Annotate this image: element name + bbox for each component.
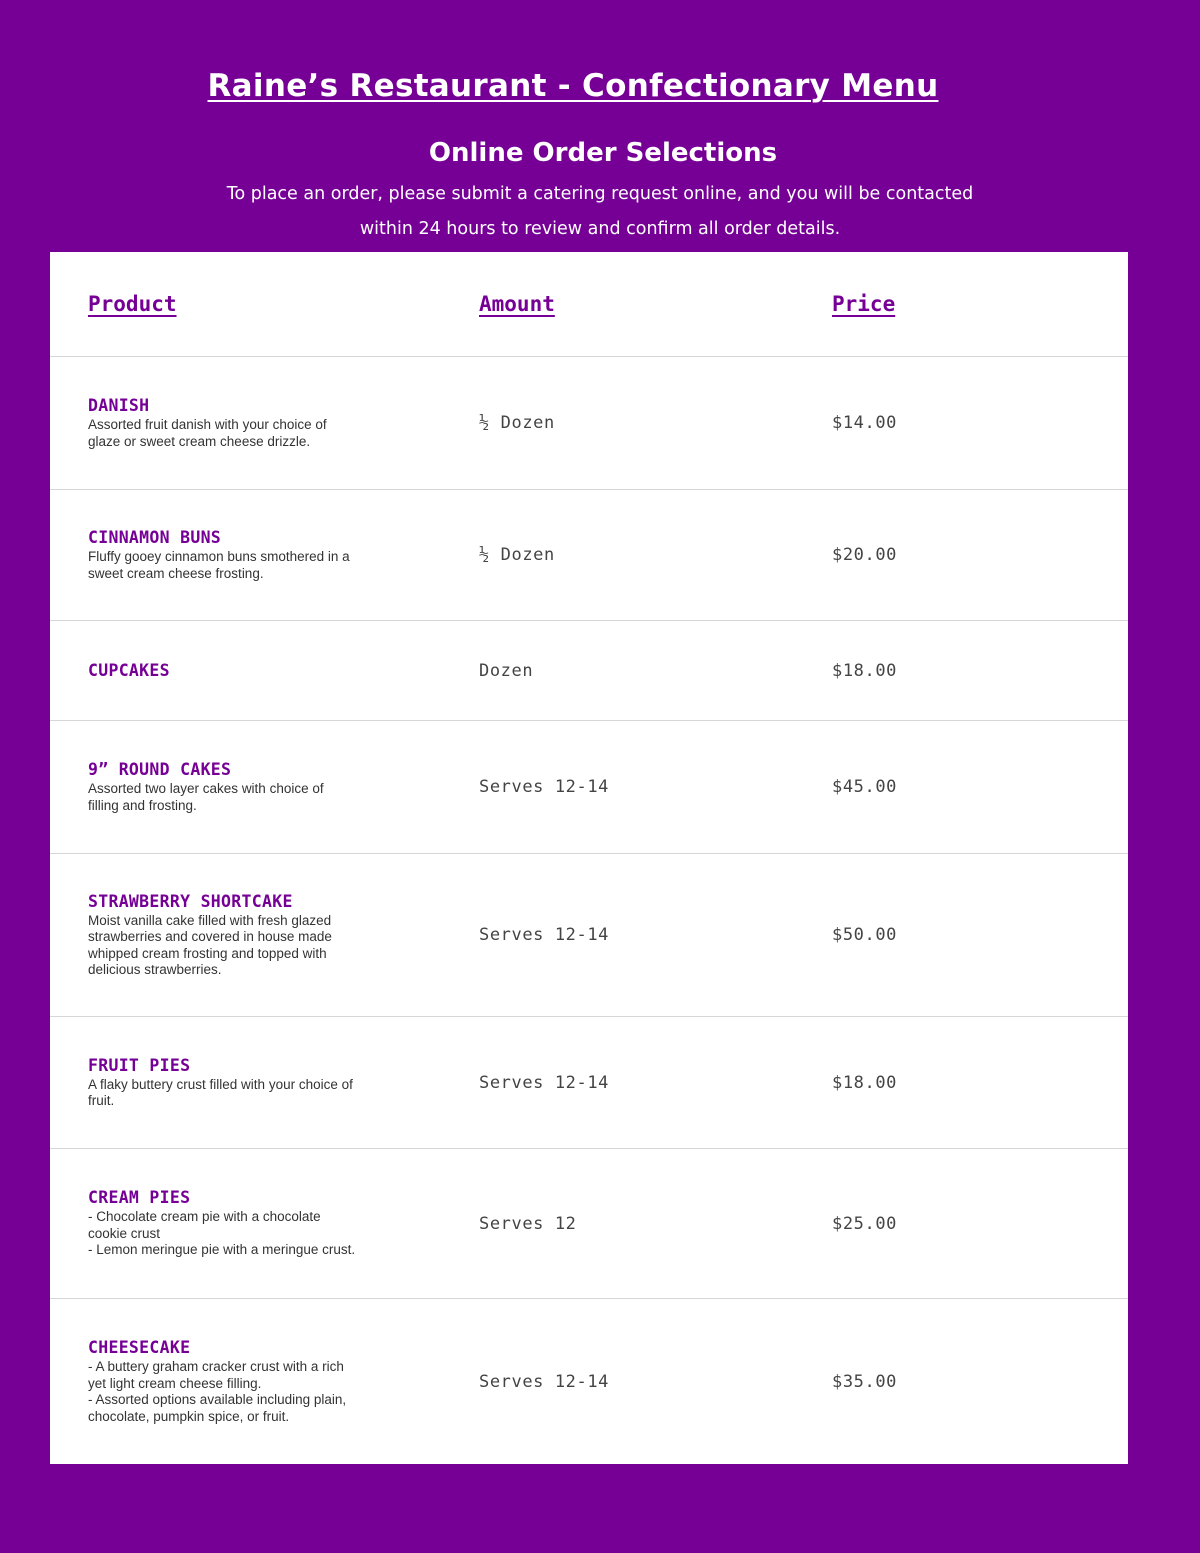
product-description: Moist vanilla cake filled with fresh glazed strawberries and covered in house made whipped cream frosting and topped with delicious strawberries. xyxy=(88,912,332,977)
product-amount: Dozen xyxy=(479,660,534,681)
product-amount: Serves 12-14 xyxy=(479,925,610,945)
menu-header xyxy=(0,0,1200,252)
product-description: - A buttery graham cracker crust with a rich yet light cream cheese filling. - Assorted options available including plain, chocolate, pumpkin spice, or fruit. xyxy=(88,1359,347,1424)
product-price: $50.00 xyxy=(832,925,898,945)
column-header-price: Price xyxy=(832,292,896,316)
order-instructions xyxy=(0,177,1200,247)
product-name: CREAM PIES xyxy=(88,1188,191,1208)
column-header-product: Product xyxy=(88,292,177,316)
product-name: CINNAMON BUNS xyxy=(88,528,222,547)
product-description: - Chocolate cream pie with a chocolate cookie crust - Lemon meringue pie with a meringue crust. xyxy=(88,1209,356,1258)
table-row xyxy=(50,854,1128,1017)
product-price: $35.00 xyxy=(832,1371,898,1392)
product-price: $25.00 xyxy=(832,1213,898,1234)
product-price: $20.00 xyxy=(832,545,898,565)
order-instructions-line-1: To place an order, please submit a catering request online, and you will be contacted xyxy=(226,184,974,204)
table-row xyxy=(50,721,1128,854)
table-row xyxy=(50,1299,1128,1464)
product-name: FRUIT PIES xyxy=(88,1055,191,1075)
product-amount: Serves 12 xyxy=(479,1213,577,1234)
menu-table xyxy=(50,252,1128,1464)
product-price: $14.00 xyxy=(832,413,898,433)
table-row xyxy=(50,621,1128,721)
page-subtitle: Online Order Selections xyxy=(428,138,778,168)
order-instructions-line-2: within 24 hours to review and confirm all order details. xyxy=(359,219,841,239)
product-amount: ½ Dozen xyxy=(479,545,555,565)
product-name: 9” ROUND CAKES xyxy=(88,760,232,779)
product-description: Assorted fruit danish with your choice of glaze or sweet cream cheese drizzle. xyxy=(88,417,327,449)
product-amount: Serves 12-14 xyxy=(479,1371,610,1392)
product-amount: ½ Dozen xyxy=(479,413,555,433)
product-name: DANISH xyxy=(88,396,150,415)
product-price: $18.00 xyxy=(832,1072,898,1093)
table-row xyxy=(50,1149,1128,1299)
product-description: A flaky buttery crust filled with your choice of fruit. xyxy=(88,1076,353,1108)
product-name: STRAWBERRY SHORTCAKE xyxy=(88,891,293,911)
table-row xyxy=(50,1017,1128,1149)
table-row xyxy=(50,490,1128,621)
page-title: Raine’s Restaurant - Confectionary Menu xyxy=(207,68,939,104)
column-header-amount: Amount xyxy=(479,292,555,316)
product-amount: Serves 12-14 xyxy=(479,777,610,797)
product-price: $18.00 xyxy=(832,660,898,681)
table-row xyxy=(50,357,1128,490)
product-name: CHEESECAKE xyxy=(88,1338,191,1357)
product-description: Assorted two layer cakes with choice of filling and frosting. xyxy=(88,781,324,813)
product-amount: Serves 12-14 xyxy=(479,1072,610,1093)
table-header-row xyxy=(50,252,1128,357)
product-price: $45.00 xyxy=(832,777,898,797)
product-name: CUPCAKES xyxy=(88,661,170,680)
product-description: Fluffy gooey cinnamon buns smothered in a sweet cream cheese frosting. xyxy=(88,549,350,581)
